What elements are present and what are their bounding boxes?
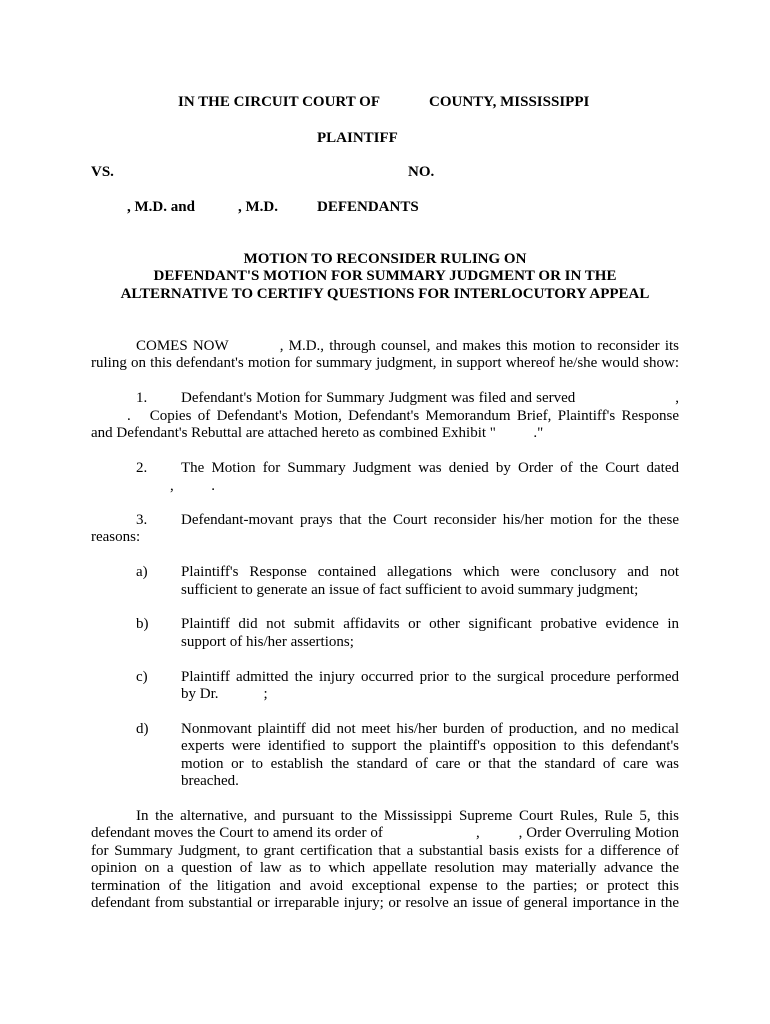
alternative-line-6: defendant from substantial or irreparable injury; or resolve an issue of general importance in the xyxy=(91,895,679,911)
defendant-md-and: , M.D. and xyxy=(127,199,195,215)
item-d-label: d) xyxy=(136,721,149,737)
paragraph-3-line-1: Defendant-movant prays that the Court reconsider his/her motion for the these xyxy=(181,512,679,528)
alternative-line-1: In the alternative, and pursuant to the Mississippi Supreme Court Rules, Rule 5, this xyxy=(136,808,679,824)
court-name-right: COUNTY, MISSISSIPPI xyxy=(429,94,590,110)
item-a-line-2: sufficient to generate an issue of fact sufficient to avoid summary judgment; xyxy=(181,582,639,598)
intro-line-2: ruling on this defendant's motion for summary judgment, in support whereof he/she would show: xyxy=(91,355,679,371)
paragraph-3-number: 3. xyxy=(136,512,148,528)
item-b-line-1: Plaintiff did not submit affidavits or other significant probative evidence in xyxy=(181,616,679,632)
item-c-line-1: Plaintiff admitted the injury occurred prior to the surgical procedure performed xyxy=(181,669,679,685)
paragraph-2-line-1: The Motion for Summary Judgment was denied by Order of the Court dated xyxy=(181,460,679,476)
item-c-line-2: by Dr. ; xyxy=(181,686,268,702)
item-d-line-2: experts were identified to support the plaintiff's opposition to this defendant's xyxy=(181,738,679,754)
motion-title-line-2: DEFENDANT'S MOTION FOR SUMMARY JUDGMENT OR IN THE xyxy=(153,268,617,284)
intro-line-1: COMES NOW , M.D., through counsel, and makes this motion to reconsider its xyxy=(136,338,679,354)
paragraph-1-number: 1. xyxy=(136,390,148,406)
vs-label: VS. xyxy=(91,164,114,180)
item-c-label: c) xyxy=(136,669,148,685)
paragraph-1-line-1: Defendant's Motion for Summary Judgment was filed and served , xyxy=(181,390,679,406)
defendant-md: , M.D. xyxy=(238,199,278,215)
case-number-label: NO. xyxy=(408,164,435,180)
paragraph-3-line-2: reasons: xyxy=(91,529,141,545)
motion-title-line-3: ALTERNATIVE TO CERTIFY QUESTIONS FOR INTERLOCUTORY APPEAL xyxy=(120,286,650,302)
court-name-left: IN THE CIRCUIT COURT OF xyxy=(178,94,381,110)
plaintiff-label: PLAINTIFF xyxy=(317,130,398,146)
defendants-label: DEFENDANTS xyxy=(317,199,419,215)
alternative-line-5: termination of the litigation and avoid exceptional expense to the parties; or protect this xyxy=(91,878,679,894)
item-a-label: a) xyxy=(136,564,148,580)
alternative-line-3: for Summary Judgment, to grant certification that a substantial basis exists for a difference of xyxy=(91,843,679,859)
item-a-line-1: Plaintiff's Response contained allegations which were conclusory and not xyxy=(181,564,679,580)
item-b-line-2: support of his/her assertions; xyxy=(181,634,354,650)
paragraph-1-line-2: . Copies of Defendant's Motion, Defendant's Memorandum Brief, Plaintiff's Response xyxy=(127,408,679,424)
alternative-line-4: opinion on a question of law as to which appellate resolution may materially advance the xyxy=(91,860,679,876)
alternative-line-2: defendant moves the Court to amend its order of , , Order Overruling Motion xyxy=(91,825,679,841)
item-d-line-4: breached. xyxy=(181,773,239,789)
item-d-line-3: motion or to establish the standard of care or that the standard of care was xyxy=(181,756,679,772)
paragraph-2-line-2: , . xyxy=(170,478,215,494)
item-b-label: b) xyxy=(136,616,149,632)
item-d-line-1: Nonmovant plaintiff did not meet his/her burden of production, and no medical xyxy=(181,721,679,737)
motion-title-line-1: MOTION TO RECONSIDER RULING ON xyxy=(243,251,527,267)
paragraph-1-line-3: and Defendant's Rebuttal are attached hereto as combined Exhibit " ." xyxy=(91,425,544,441)
paragraph-2-number: 2. xyxy=(136,460,148,476)
